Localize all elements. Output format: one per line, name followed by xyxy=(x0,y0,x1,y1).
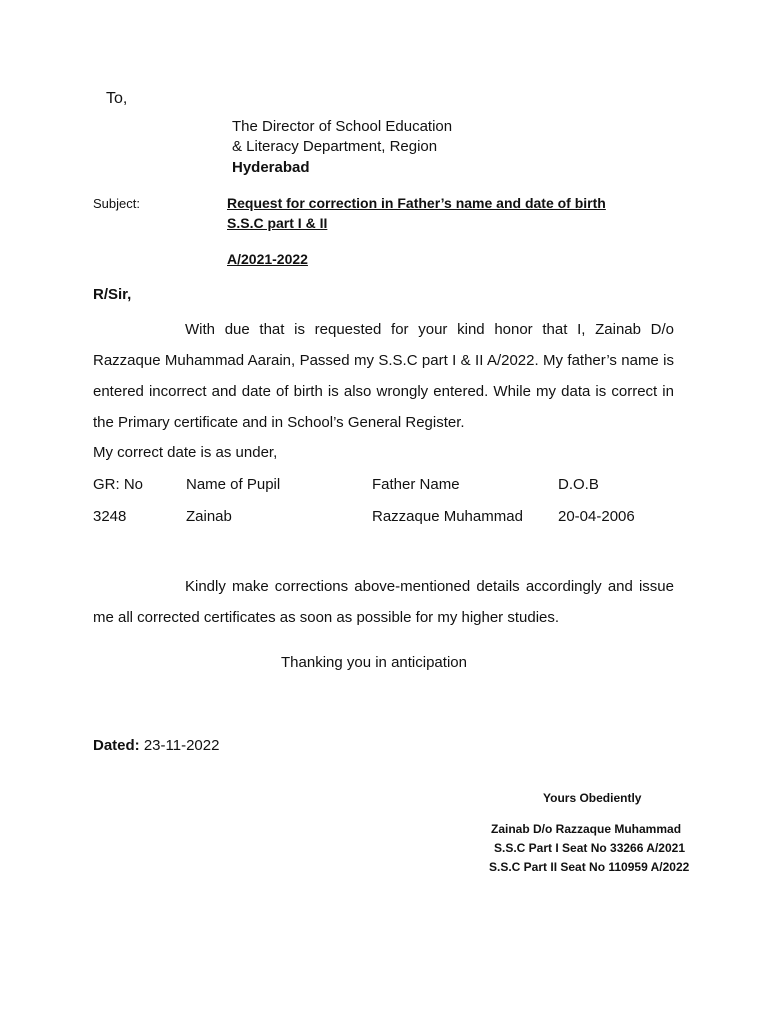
header-gr-no: GR: No xyxy=(93,476,144,493)
header-dob: D.O.B xyxy=(558,476,599,493)
address-line-1: The Director of School Education xyxy=(232,118,453,135)
signature-seat-part-1: S.S.C Part I Seat No 33266 A/2021 xyxy=(494,841,685,855)
cell-name-of-pupil: Zainab xyxy=(186,508,232,525)
recipient-to: To, xyxy=(106,90,128,107)
cell-gr-no: 3248 xyxy=(93,508,127,525)
subject-line-3: A/2021-2022 xyxy=(227,251,308,267)
correct-details-intro: My correct date is as under, xyxy=(93,444,278,461)
subject-line-2: S.S.C part I & II xyxy=(227,215,328,231)
address-line-3: Hyderabad xyxy=(232,159,310,176)
thanks-line: Thanking you in anticipation xyxy=(281,654,467,671)
subject-line-1: Request for correction in Father’s name and date of birth xyxy=(227,195,606,211)
subject-label: Subject: xyxy=(93,196,140,211)
signature-name: Zainab D/o Razzaque Muhammad xyxy=(491,822,682,836)
header-father-name: Father Name xyxy=(372,476,460,493)
body-paragraph-2 xyxy=(93,571,674,633)
body-paragraph-1-text: With due that is requested for your kind honor that I, Zainab D/o Razzaque Muhammad Aarain, Passed my S.S.C part I & II A/2022. My father’s name is entered incorrect and date of birth is also wrongly entered. While my data is correct in the Primary certificate and in School’s General Register. xyxy=(93,321,674,431)
signature-seat-part-2: S.S.C Part II Seat No 110959 A/2022 xyxy=(489,860,690,874)
body-paragraph-1 xyxy=(93,314,674,438)
date-value: 23-11-2022 xyxy=(139,737,220,754)
header-name-of-pupil: Name of Pupil xyxy=(186,476,281,493)
salutation: R/Sir, xyxy=(93,286,132,303)
address-line-2: & Literacy Department, Region xyxy=(232,138,438,155)
cell-dob: 20-04-2006 xyxy=(558,508,635,525)
body-paragraph-2-text: Kindly make corrections above-mentioned details accordingly and issue me all corrected certificates as soon as possible for my higher studies. xyxy=(93,578,674,626)
closing: Yours Obediently xyxy=(543,791,642,805)
date-label: Dated: xyxy=(93,737,140,754)
date-line xyxy=(93,737,219,754)
cell-father-name: Razzaque Muhammad xyxy=(372,508,523,525)
